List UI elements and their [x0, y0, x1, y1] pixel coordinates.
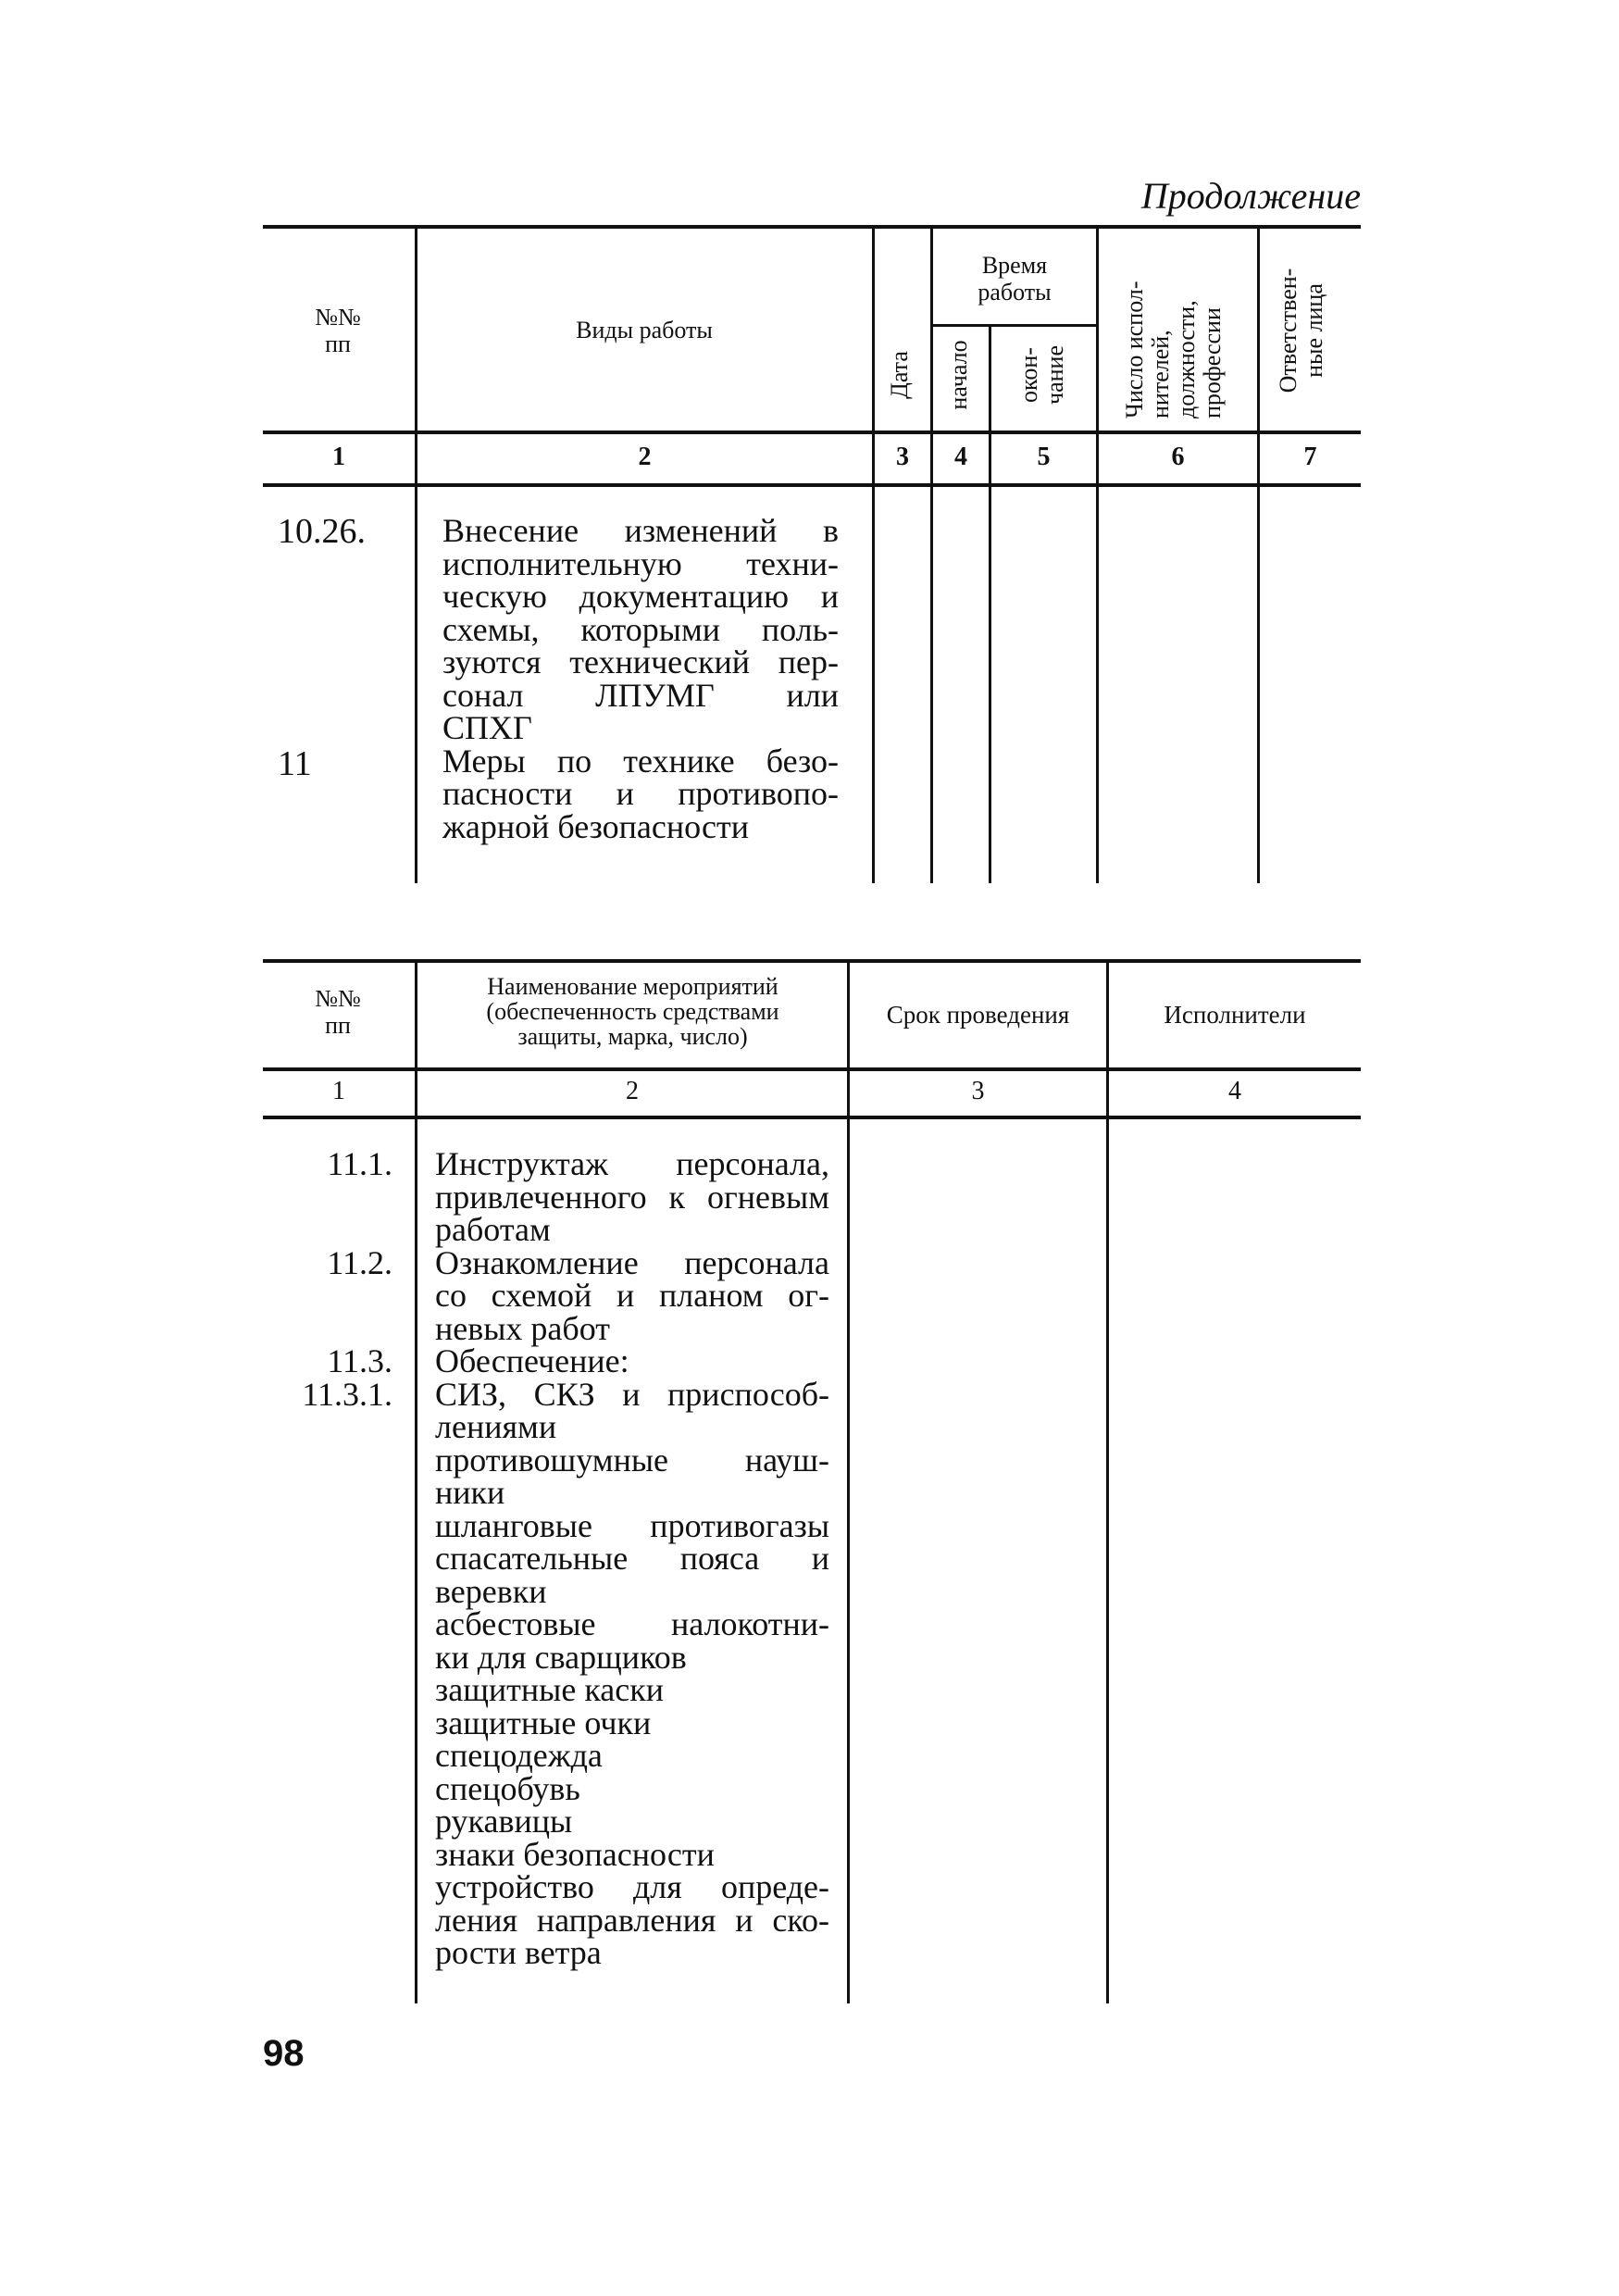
t1-colnum-5: 5: [1037, 443, 1051, 471]
measure-line: ления направления и ско-: [435, 1901, 829, 1939]
measure-line: веревки: [435, 1572, 547, 1610]
measure-line: ники: [435, 1474, 505, 1511]
t1-colnum-3: 3: [896, 443, 909, 471]
t1-header-work-time: Время работы: [978, 252, 1052, 306]
t2-measures-list: [435, 1145, 829, 1971]
measure-line: лениями: [435, 1408, 557, 1445]
t1-colnum-4: 4: [954, 443, 967, 471]
continuation-header: Продолжение: [1140, 175, 1361, 217]
t1-colnum-7: 7: [1303, 443, 1317, 471]
measure-line: работам: [435, 1211, 551, 1248]
measure-line: СИЗ, СКЗ и приспособ-: [435, 1375, 829, 1413]
t1-row-description: Внесение изменений в исполнительную техни- ческую документацию и схемы, которыми поль- зуются технический пер- сонал ЛПУМГ или СПХГ Меры по технике безо- пасности и противопо- жарной безопасности: [442, 512, 839, 845]
measure-line: спасательные пояса и: [435, 1540, 829, 1577]
measure-line: Обеспечение:: [435, 1342, 629, 1379]
t2-row-ids: 11.1. 11.2. 11.3. 11.3.1.: [302, 1145, 392, 1413]
t2-header-executors: Исполнители: [1164, 1001, 1306, 1029]
t2-header-deadline: Срок проведения: [886, 1001, 1070, 1029]
measure-line: Инструктаж персонала,: [435, 1145, 829, 1182]
t1-header-work-types: Виды работы: [576, 317, 713, 343]
t1-header-start: начало: [945, 340, 972, 410]
t1-colnum-6: 6: [1171, 443, 1185, 471]
t1-header-date: Дата: [886, 351, 913, 399]
t1-colnum-2: 2: [638, 443, 652, 471]
t1-row-id: 10.26.: [278, 512, 366, 551]
measure-line: рости ветра: [435, 1934, 602, 1971]
t1-header-number: №№ пп: [315, 304, 361, 357]
t2-header-measures: Наименование мероприятий (обеспеченность средствами защиты, марка, число): [486, 973, 779, 1050]
page-number: 98: [263, 2033, 305, 2074]
measure-line: привлеченного к огневым: [435, 1178, 829, 1216]
measure-line: спецодежда: [435, 1737, 603, 1774]
measure-line: спецобувь: [435, 1769, 580, 1807]
measure-line: противошумные науш-: [435, 1441, 829, 1479]
measure-line: защитные каски: [435, 1671, 665, 1708]
t1-header-responsible: Ответствен- ные лица: [1275, 268, 1327, 393]
measure-line: Ознакомление персонала: [435, 1243, 829, 1281]
measure-line: защитные очки: [435, 1703, 652, 1741]
t2-colnum-2: 2: [626, 1077, 639, 1105]
t1-colnum-1: 1: [332, 443, 345, 471]
t2-colnum-1: 1: [332, 1077, 345, 1105]
t2-colnum-4: 4: [1228, 1077, 1241, 1105]
measure-line: рукавицы: [435, 1803, 573, 1840]
measure-line: устройство для опреде-: [435, 1868, 829, 1905]
measure-line: знаки безопасности: [435, 1835, 715, 1873]
measure-line: ки для сварщиков: [435, 1638, 687, 1676]
measure-line: шланговые противогазы: [435, 1506, 829, 1544]
measure-line: асбестовые налокотни-: [435, 1605, 829, 1642]
measure-line: со схемой и планом ог-: [435, 1277, 829, 1314]
t2-header-number: №№ пп: [315, 985, 361, 1039]
t1-header-end: окон- чание: [1015, 345, 1068, 405]
t2-colnum-3: 3: [971, 1077, 985, 1105]
t1-header-performers: Число испол- нителей, должности, профессии: [1121, 281, 1226, 418]
t1-row-id: 11: [278, 744, 312, 783]
measure-line: невых работ: [435, 1309, 610, 1347]
